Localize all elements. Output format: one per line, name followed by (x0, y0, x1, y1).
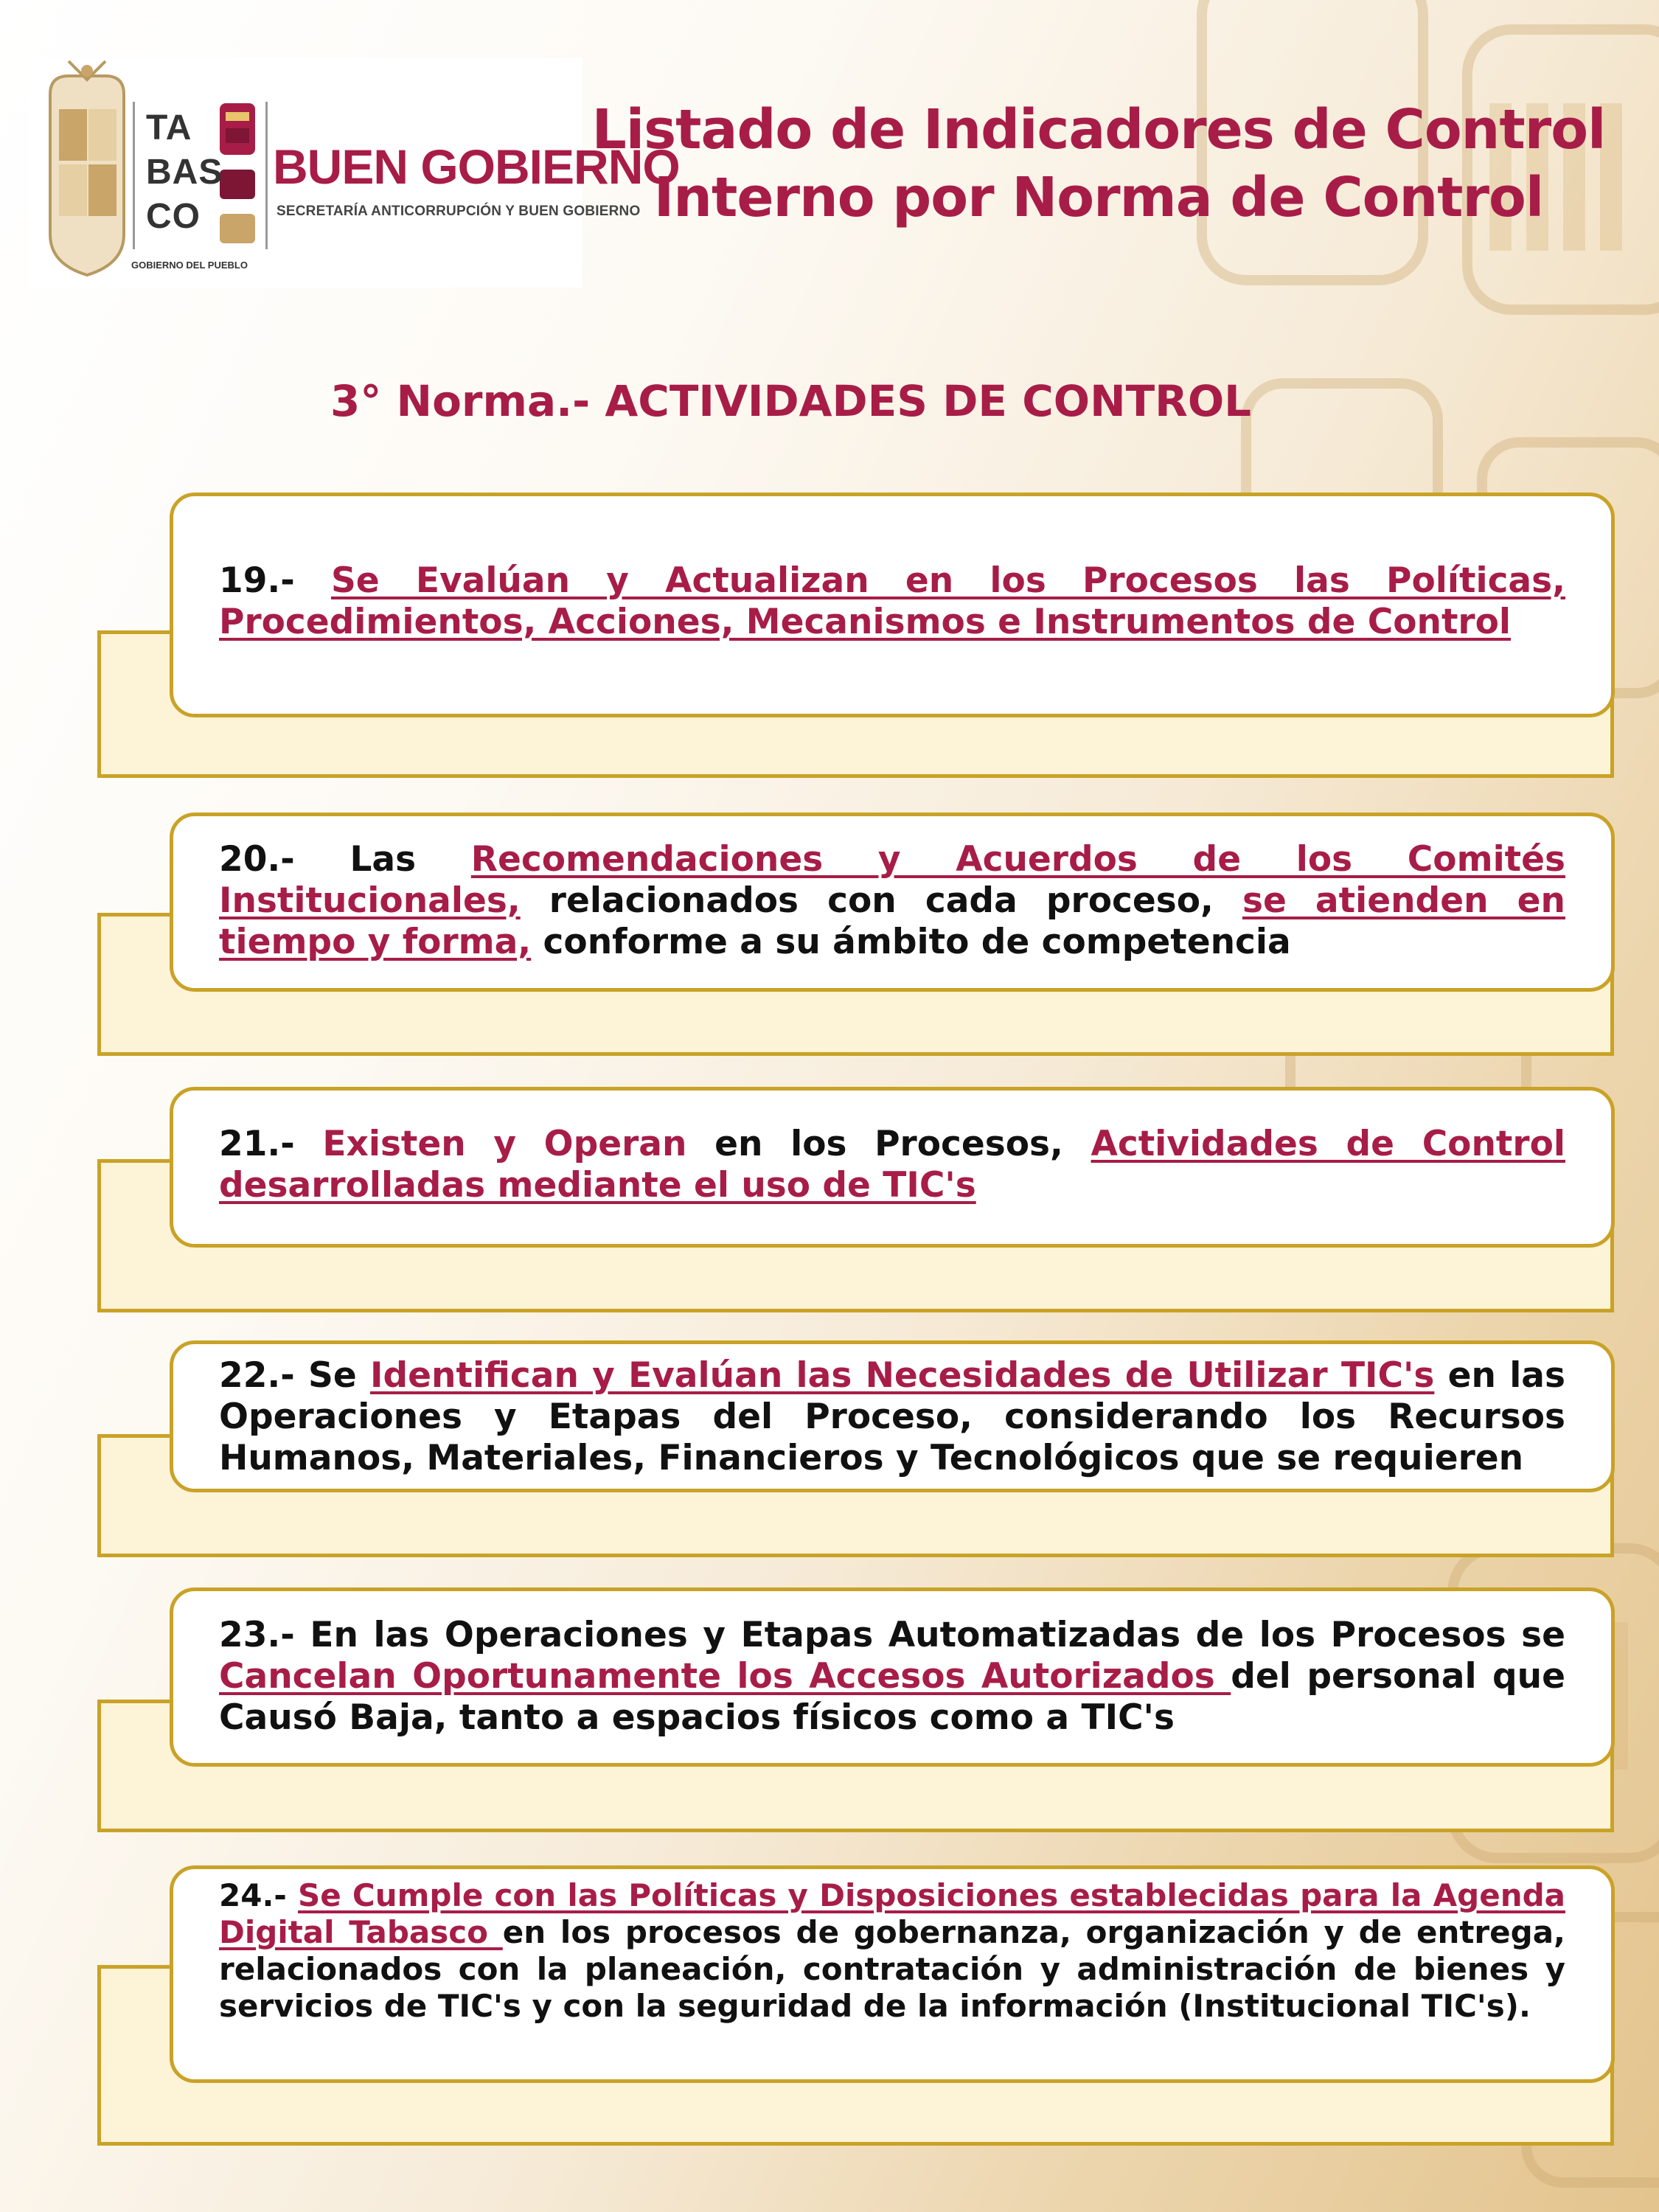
indicator-plain-text: conforme a su ámbito de competencia (531, 922, 1291, 962)
indicator-highlight-link[interactable]: Identifican y Evalúan las Necesidades de Utilizar TIC's (370, 1355, 1435, 1396)
indicator-plain-text: Se (308, 1355, 371, 1396)
indicator-text (219, 1877, 1565, 2025)
indicator-number: 19.- (219, 560, 331, 601)
indicator-plain-text: en los Procesos, (686, 1124, 1091, 1164)
indicator-highlight-link: Existen y Operan (322, 1124, 687, 1164)
indicator-number: 22.- (219, 1355, 309, 1396)
logo-secretaria: SECRETARÍA ANTICORRUPCIÓN Y BUEN GOBIERNO (276, 204, 641, 219)
indicator-highlight-link[interactable]: Cancelan Oportunamente los Accesos Autorizados (219, 1656, 1231, 1697)
indicator-plain-text: del personal que Causó Baja, tanto a espacios físicos como a TIC's (219, 1656, 1565, 1738)
indicator-plain-text: en los procesos de gobernanza, organización y de entrega, relacionados con la planeación, contratación y administración de bienes y servicios de TIC's y con la seguridad de la información (Institucional TIC's). (219, 1914, 1565, 2024)
logo-tabasco-line2: BAS (146, 153, 223, 192)
indicator-text (219, 1124, 1565, 1206)
indicator-number: 24.- (219, 1877, 299, 1913)
logo-tabasco-line3: CO (146, 197, 201, 236)
indicator-number: 20.- (219, 839, 350, 880)
indicator-highlight-link[interactable]: Actividades de Control desarrolladas mediante el uso de TIC's (219, 1124, 1565, 1206)
indicator-plain-text: en las Operaciones y Etapas del Proceso, considerando los Recursos Humanos, Materiales, Financieros y Tecnológicos que se requieren (219, 1355, 1565, 1478)
logo-gobierno-pueblo: GOBIERNO DEL PUEBLO (131, 260, 248, 271)
logo-tabasco-line1: TA (146, 108, 192, 147)
indicator-text (219, 560, 1565, 643)
indicator-text (219, 839, 1565, 963)
logo-buen-gobierno: BUEN GOBIERNO (273, 139, 680, 194)
indicator-highlight-link[interactable]: Se Evalúan y Actualizan en los Procesos las Políticas, Procedimientos, Acciones, Mecanismos e Instrumentos de Control (219, 560, 1565, 642)
indicator-highlight-link[interactable]: Recomendaciones y Acuerdos de los Comités Institucionales, (219, 839, 1565, 921)
indicator-text (219, 1615, 1565, 1739)
indicator-plain-text: relacionados con cada proceso, (520, 880, 1242, 921)
indicator-highlight-link[interactable]: se atienden en tiempo y forma, (219, 880, 1565, 962)
norma-heading: 3° Norma.- ACTIVIDADES DE CONTROL (330, 376, 1252, 426)
indicator-text (219, 1355, 1565, 1479)
indicator-number: 23.- (219, 1615, 310, 1655)
indicator-highlight-link[interactable]: Se Cumple con las Políticas y Disposiciones establecidas para la Agenda Digital Tabasco (219, 1877, 1565, 1950)
indicator-number: 21.- (219, 1124, 323, 1164)
page-title: Listado de Indicadores de Control Interno por Norma de Control (591, 98, 1606, 229)
indicator-plain-text: Las (349, 839, 471, 880)
indicator-plain-text: En las Operaciones y Etapas Automatizadas de los Procesos se (310, 1615, 1565, 1655)
logo-block (29, 58, 680, 288)
